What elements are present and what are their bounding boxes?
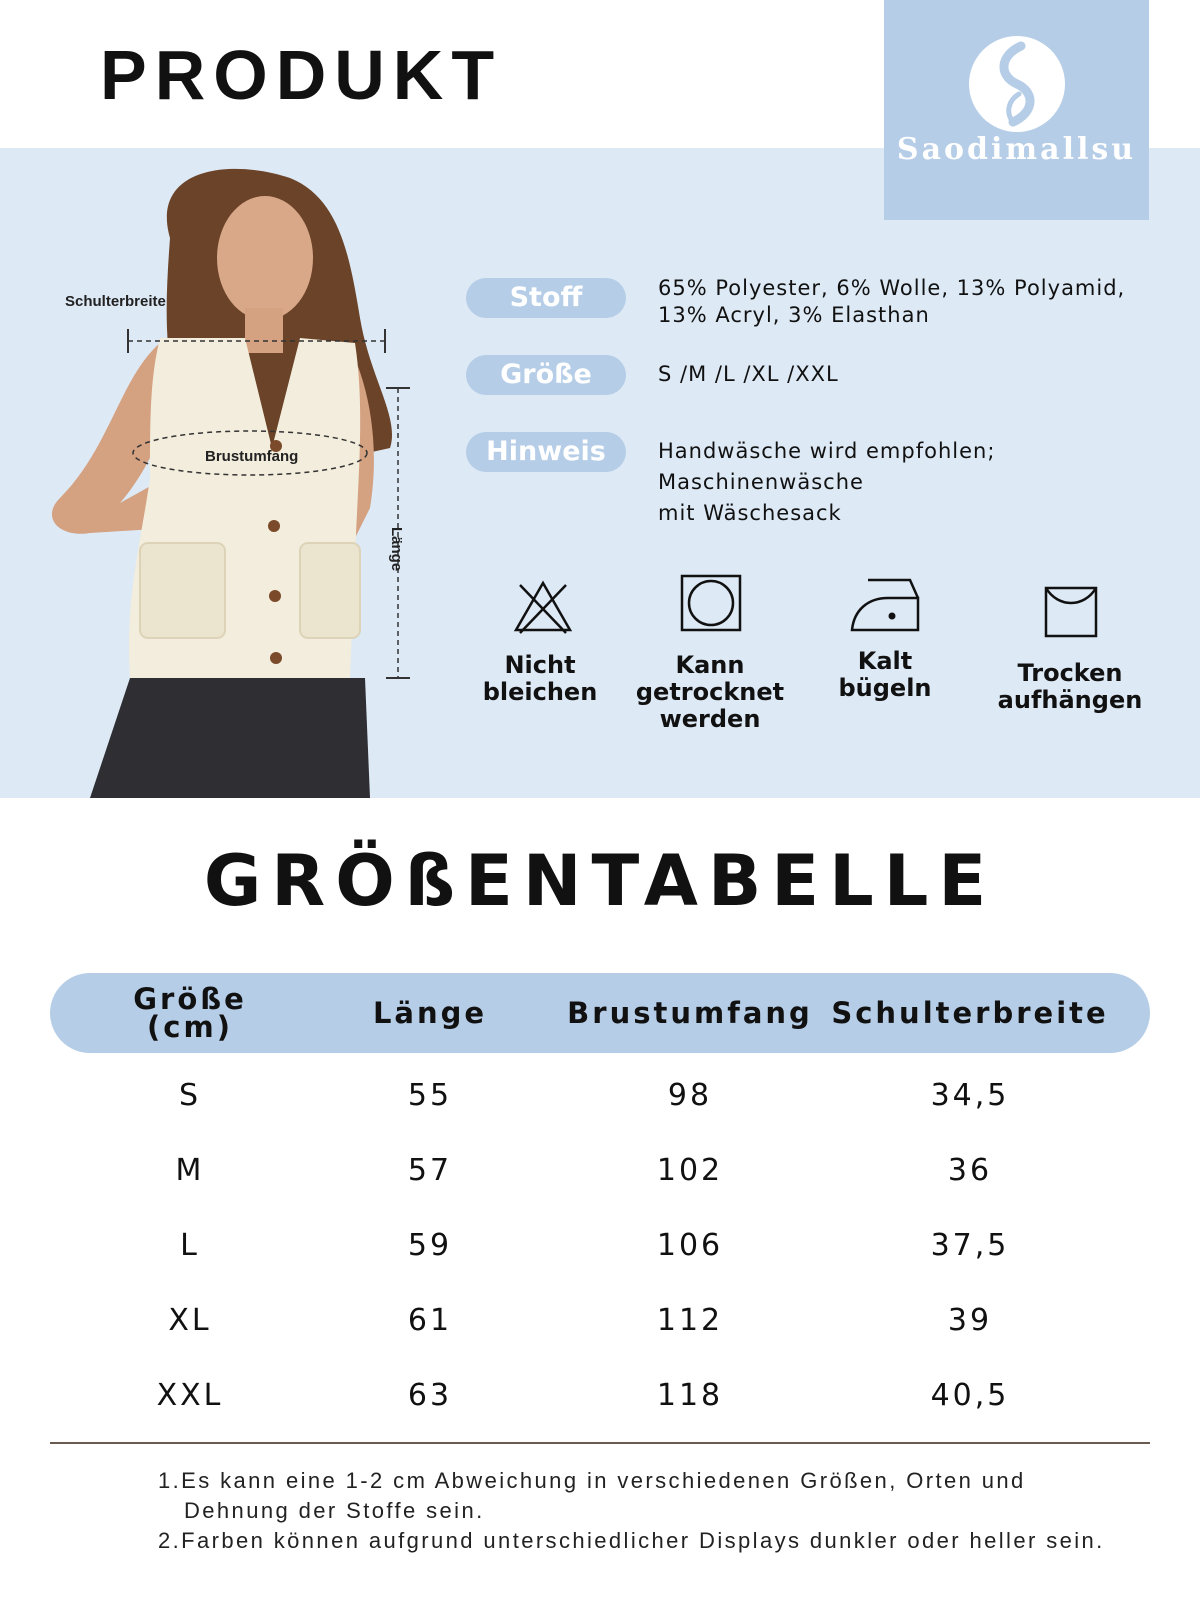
- page-title: PRODUKT: [100, 36, 503, 114]
- care-line: werden: [659, 705, 761, 733]
- header-size: [90, 973, 290, 1053]
- no-bleach-icon: [508, 575, 578, 645]
- shoulder-measure-label: Schulterbreite: [65, 293, 166, 310]
- fabric-line: 13% Acryl, 3% Elasthan: [658, 303, 930, 327]
- note-line: mit Wäschesack: [658, 501, 842, 525]
- iron-low-icon: [848, 570, 918, 640]
- note-1: 1.Es kann eine 1-2 cm Abweichung in verschiedenen Größen, Orten und: [158, 1468, 1026, 1493]
- header-bust: Brustumfang: [567, 996, 813, 1030]
- cell-bust: 98: [667, 1078, 713, 1113]
- bust-measure-label: Brustumfang: [205, 448, 299, 465]
- cell-size: XL: [168, 1303, 212, 1338]
- note-line: Handwäsche wird empfohlen; Maschinenwäsche: [658, 439, 996, 494]
- table-divider: [50, 1442, 1150, 1444]
- table-row: [50, 1358, 1150, 1433]
- cell-bust: 112: [656, 1303, 724, 1338]
- fabric-text: [658, 273, 1125, 331]
- cell-bust: 106: [656, 1228, 724, 1263]
- size-chart-title: GRÖßENTABELLE: [203, 840, 997, 922]
- table-row: [50, 1283, 1150, 1358]
- table-row: [50, 1208, 1150, 1283]
- header-shoulder: Schulterbreite: [831, 996, 1109, 1030]
- cell-size: S: [178, 1078, 202, 1113]
- fabric-line: 65% Polyester, 6% Wolle, 13% Polyamid,: [658, 276, 1126, 300]
- care-line: Trocken: [1017, 659, 1123, 687]
- cell-size: XXL: [156, 1378, 224, 1413]
- note-1-continued: Dehnung der Stoffe sein.: [184, 1498, 485, 1523]
- table-row: [50, 1133, 1150, 1208]
- cell-length: 59: [407, 1228, 453, 1263]
- brand-name: Saodimallsu: [896, 132, 1137, 167]
- tumble-dry-icon: [676, 570, 746, 640]
- model-photo: [0, 148, 440, 798]
- table-row: [50, 1058, 1150, 1133]
- no-bleach-label: [470, 652, 610, 706]
- cell-shoulder: 37,5: [930, 1228, 1010, 1263]
- brand-emblem-icon: [969, 36, 1065, 132]
- care-line: Nicht: [504, 651, 576, 679]
- header-size-unit: (cm): [147, 1010, 233, 1044]
- fabric-pill: Stoff: [466, 278, 626, 318]
- cell-bust: 118: [656, 1378, 724, 1413]
- cell-length: 57: [407, 1153, 453, 1188]
- note-2: 2.Farben können aufgrund unterschiedlicher Displays dunkler oder heller sein.: [158, 1528, 1105, 1553]
- cell-shoulder: 40,5: [930, 1378, 1010, 1413]
- care-line: bleichen: [482, 678, 598, 706]
- care-line: aufhängen: [997, 686, 1143, 714]
- care-line: Kalt: [857, 647, 913, 675]
- note-text: [658, 436, 1200, 529]
- tumble-dry-label: [605, 652, 815, 733]
- cell-length: 61: [407, 1303, 453, 1338]
- cell-bust: 102: [656, 1153, 724, 1188]
- header-size-label: Größe: [133, 982, 247, 1016]
- size-pill: Größe: [466, 355, 626, 395]
- cell-shoulder: 36: [947, 1153, 993, 1188]
- length-measure-label: Länge: [388, 527, 405, 572]
- iron-low-label: [820, 648, 950, 702]
- hang-dry-icon: [1038, 580, 1108, 650]
- size-table-header: [50, 973, 1150, 1053]
- cell-size: M: [175, 1153, 205, 1188]
- care-line: Kann getrocknet: [635, 651, 785, 706]
- cell-shoulder: 39: [947, 1303, 993, 1338]
- brand-logo: [884, 0, 1149, 220]
- care-line: bügeln: [838, 674, 932, 702]
- note-pill: Hinweis: [466, 432, 626, 472]
- cell-length: 55: [407, 1078, 453, 1113]
- hang-dry-label: [990, 660, 1150, 714]
- size-text: S /M /L /XL /XXL: [658, 362, 839, 386]
- cell-shoulder: 34,5: [930, 1078, 1010, 1113]
- cell-size: L: [180, 1228, 200, 1263]
- header-length: Länge: [372, 996, 488, 1030]
- cell-length: 63: [407, 1378, 453, 1413]
